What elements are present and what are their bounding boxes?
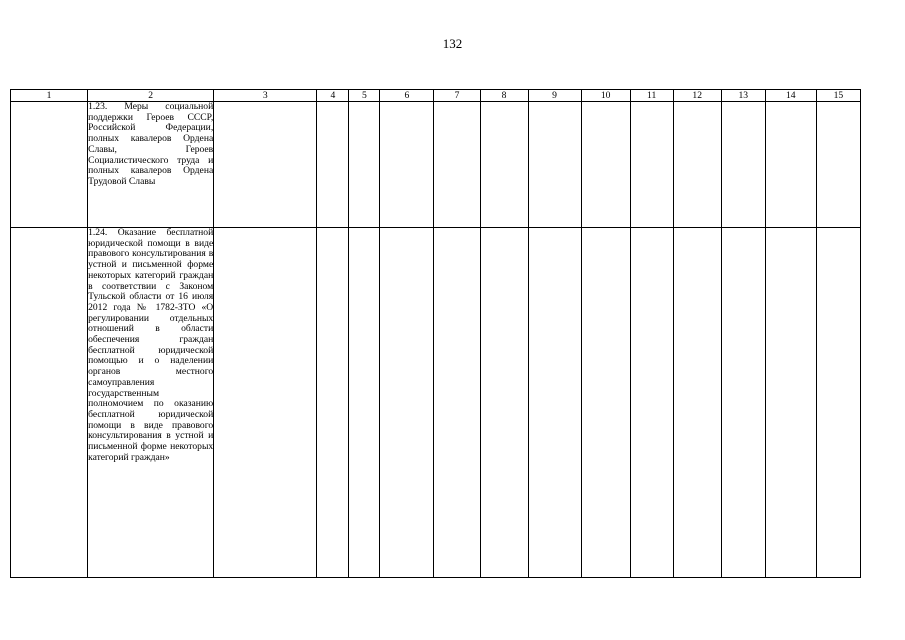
table-cell-col1 (11, 102, 88, 228)
table-cell-empty (721, 228, 765, 578)
row-description-text: 1.24. Оказание бесплатной юридической помощи в виде правового консультирования в устной и письменной форме некоторых категорий граждан в соответствии с Законом Тульской области от 16 июля 2012 года № 1782-ЗТО «О регулировании отдельных отношений в области обеспечения граждан бесплатной юридической помощью и о наделении органов местного самоуправления государственным полномочием по оказанию бесплатной юридической помощи в виде правового консультирования в устной и письменной форме некоторых категорий граждан» (88, 227, 214, 463)
column-header-7: 7 (434, 90, 480, 102)
table-cell-empty (349, 228, 380, 578)
table-cell-empty (581, 228, 630, 578)
table-cell-empty (721, 102, 765, 228)
page-number: 132 (442, 36, 463, 51)
column-header-10: 10 (581, 90, 630, 102)
row-description-text: 1.23. Меры социальной поддержки Героев СССР, Российской Федерации, полных кавалеров Ордена Славы, Героев Социалистического труда и полных кавалеров Ордена Трудовой Славы (88, 101, 214, 187)
table-cell-empty (480, 102, 528, 228)
table-cell-empty (630, 102, 673, 228)
table-cell-empty (380, 228, 434, 578)
column-header-12: 12 (673, 90, 721, 102)
table-cell-empty (349, 102, 380, 228)
table-cell-empty (214, 228, 317, 578)
table-cell-empty (816, 228, 860, 578)
column-header-6: 6 (380, 90, 434, 102)
table-cell-empty (528, 102, 581, 228)
table-cell-empty (317, 102, 349, 228)
table-cell-empty (480, 228, 528, 578)
column-header-8: 8 (480, 90, 528, 102)
table-cell-empty (816, 102, 860, 228)
table-cell-empty (434, 228, 480, 578)
data-table (10, 89, 861, 578)
table-cell-empty (765, 228, 816, 578)
table-cell-empty (630, 228, 673, 578)
column-header-11: 11 (630, 90, 673, 102)
column-header-14: 14 (765, 90, 816, 102)
column-header-13: 13 (721, 90, 765, 102)
column-header-5: 5 (349, 90, 380, 102)
table-cell-empty (528, 228, 581, 578)
table-cell-col1 (11, 228, 88, 578)
column-header-15: 15 (816, 90, 860, 102)
column-header-3: 3 (214, 90, 317, 102)
table-cell-description (88, 102, 214, 228)
column-header-1: 1 (11, 90, 88, 102)
column-header-2: 2 (88, 90, 214, 102)
column-header-9: 9 (528, 90, 581, 102)
table-cell-empty (380, 102, 434, 228)
table-row (11, 228, 861, 578)
table-cell-empty (581, 102, 630, 228)
table-cell-empty (673, 102, 721, 228)
column-header-4: 4 (317, 90, 349, 102)
table-cell-empty (673, 228, 721, 578)
header-row (11, 90, 861, 102)
table-cell-empty (434, 102, 480, 228)
table-cell-empty (214, 102, 317, 228)
table-cell-description (88, 228, 214, 578)
table-cell-empty (317, 228, 349, 578)
table-cell-empty (765, 102, 816, 228)
table-row (11, 102, 861, 228)
